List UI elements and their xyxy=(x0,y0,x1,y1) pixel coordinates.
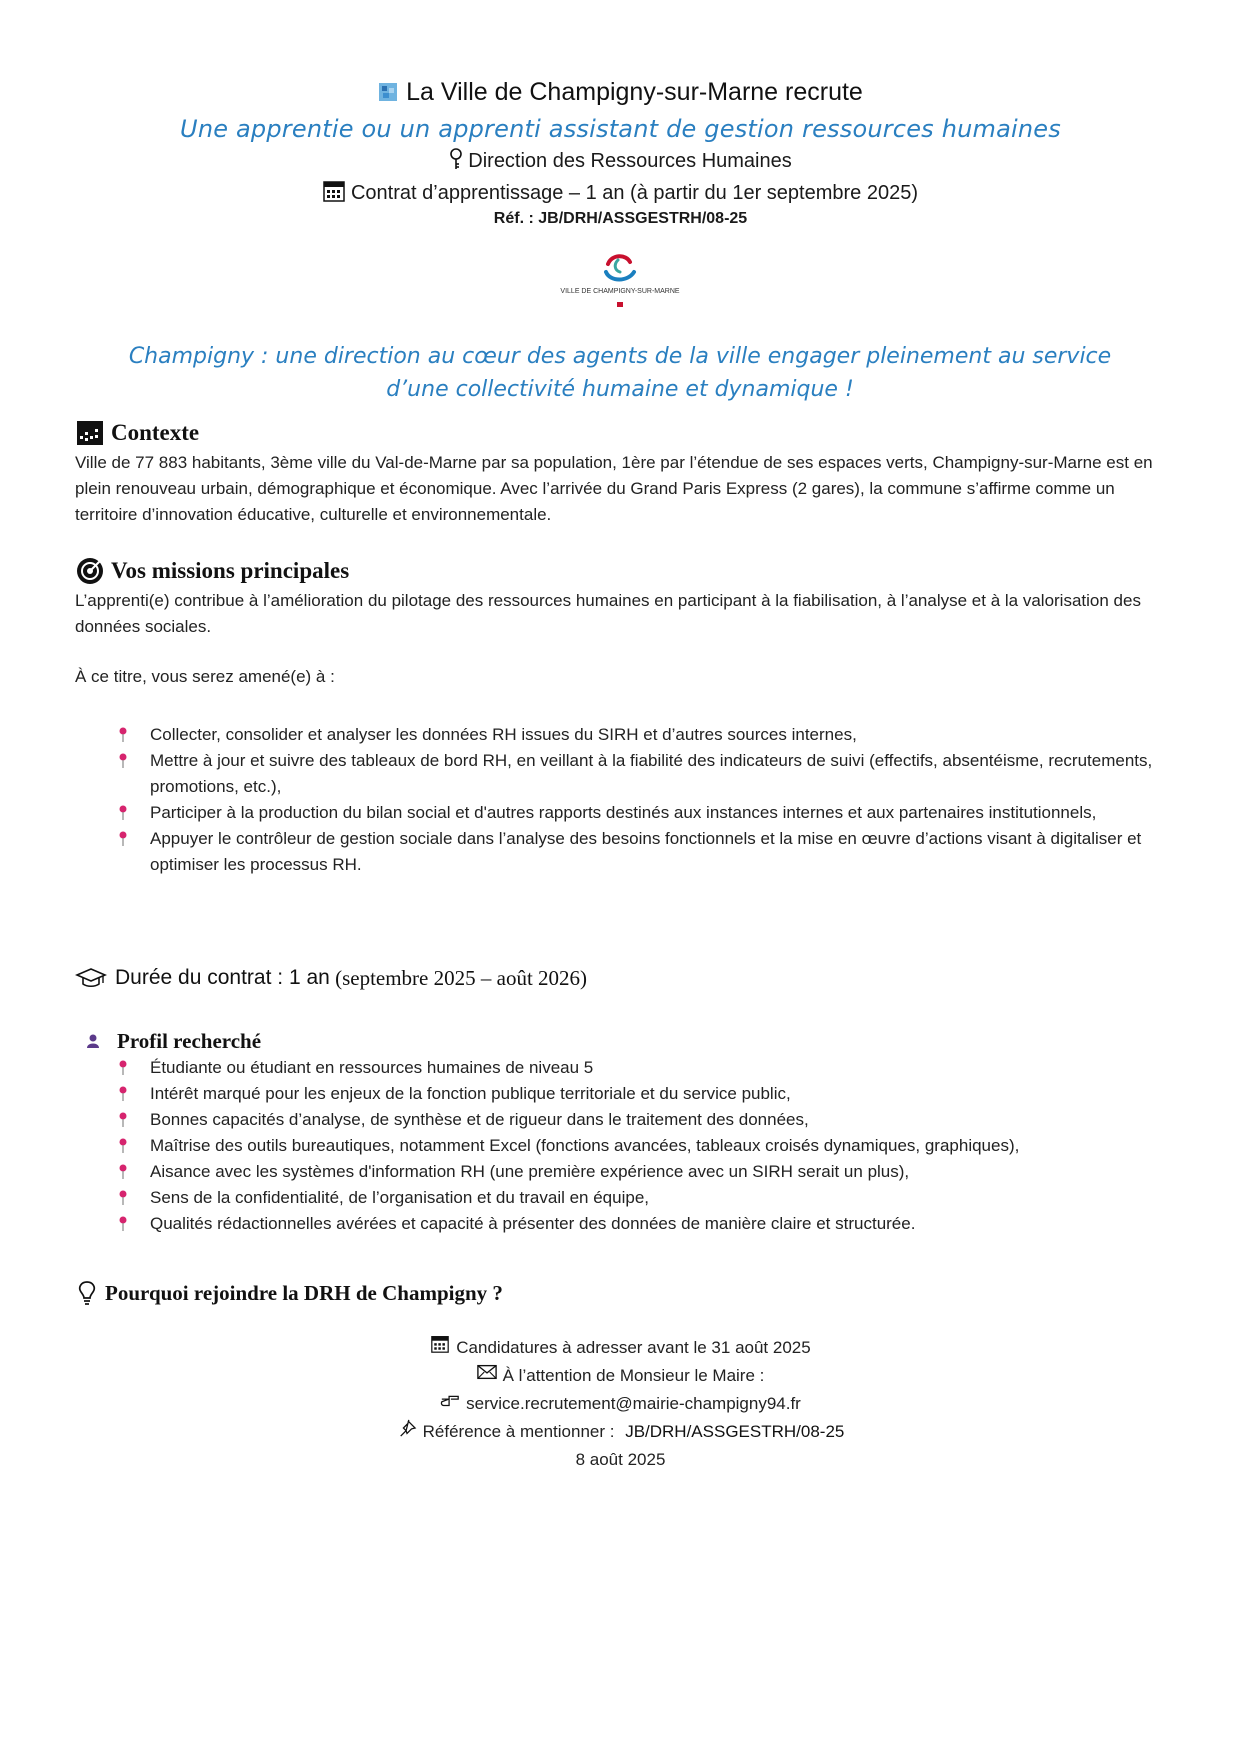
email-link[interactable]: service.recrutement@mairie-champigny94.fr xyxy=(466,1394,801,1413)
pin-icon xyxy=(118,803,130,819)
ref-mention-value: JB/DRH/ASSGESTRH/08-25 xyxy=(625,1422,845,1441)
duree-sep: : xyxy=(271,966,289,989)
duree-value: 1 an xyxy=(288,966,330,989)
missions-intro: L’apprenti(e) contribue à l’amélioration du pilotage des ressources humaines en participant à la fiabilisation, à l’analyse et à la valorisation des données sociales. xyxy=(75,591,1141,636)
pin-icon xyxy=(118,1084,130,1100)
job-title-line xyxy=(0,78,1241,109)
pin-icon xyxy=(118,1110,130,1126)
page-title: La Ville de Champigny-sur-Marne recrute xyxy=(406,78,863,106)
calendar-icon xyxy=(323,180,345,208)
profil-heading xyxy=(75,1026,261,1056)
list-item: Qualités rédactionnelles avérées et capacité à présenter des données de manière claire et structurée. xyxy=(118,1211,1178,1237)
missions-lead: À ce titre, vous serez amené(e) à : xyxy=(75,667,335,686)
list-item: Maîtrise des outils bureautiques, notamment Excel (fonctions avancées, tableaux croisés dynamiques, graphiques), xyxy=(118,1133,1178,1159)
pin-icon xyxy=(118,1058,130,1074)
city-icon xyxy=(378,80,398,109)
missions-title: Vos missions principales xyxy=(111,558,350,583)
list-item: Bonnes capacités d’analyse, de synthèse et de rigueur dans le traitement des données, xyxy=(118,1107,1178,1133)
missions-heading xyxy=(75,556,349,586)
list-item: Intérêt marqué pour les enjeux de la fonction publique territoriale et du service public, xyxy=(118,1081,1178,1107)
pushpin-icon xyxy=(397,1418,417,1446)
pourquoi-title: Pourquoi rejoindre la DRH de Champigny ? xyxy=(105,1280,503,1305)
logo-text: VILLE DE CHAMPIGNY-SUR-MARNE xyxy=(560,288,680,295)
list-item: Participer à la production du bilan social et d'autres rapports destinés aux instances internes et aux partenaires institutionnels, xyxy=(118,800,1178,826)
profil-title: Profil recherché xyxy=(117,1028,262,1053)
contract-line xyxy=(0,180,1241,208)
envelope-icon xyxy=(477,1362,497,1390)
pin-icon xyxy=(118,1136,130,1152)
list-item: Sens de la confidentialité, de l’organisation et du travail en équipe, xyxy=(118,1185,1178,1211)
pin-icon xyxy=(118,1188,130,1204)
list-item: Mettre à jour et suivre des tableaux de bord RH, en veillant à la fiabilité des indicateurs de suivi (effectifs, absentéisme, recrutements, promotions, etc.), xyxy=(118,748,1178,800)
pin-icon xyxy=(118,1214,130,1230)
ref-mention-line xyxy=(0,1418,1241,1446)
deadline-line xyxy=(0,1334,1241,1362)
key-icon xyxy=(449,148,463,176)
publication-date: 8 août 2025 xyxy=(575,1450,666,1469)
pin-icon xyxy=(118,725,130,741)
person-icon xyxy=(75,1026,111,1056)
attention-line xyxy=(0,1362,1241,1390)
direction-text: Direction des Ressources Humaines xyxy=(468,150,792,172)
contexte-heading xyxy=(75,418,199,448)
calendar-icon xyxy=(430,1334,450,1362)
list-item: Étudiante ou étudiant en ressources humaines de niveau 5 xyxy=(118,1055,1178,1081)
missions-list xyxy=(118,722,1178,878)
pin-icon xyxy=(118,829,130,845)
ref-mention-label: Référence à mentionner : xyxy=(422,1422,620,1441)
pin-icon xyxy=(118,1162,130,1178)
city-logo xyxy=(560,250,680,310)
tagline: Champigny : une direction au cœur des agents de la ville engager pleinement au service d’une collectivité humaine et dynamique ! xyxy=(128,344,1112,402)
duree-line xyxy=(75,965,587,991)
city-skyline-icon xyxy=(75,418,105,448)
list-item: Aisance avec les systèmes d'information RH (une première expérience avec un SIRH serait un plus), xyxy=(118,1159,1178,1185)
lightbulb-icon xyxy=(75,1278,99,1308)
target-icon xyxy=(75,556,105,586)
duree-period: (septembre 2025 – août 2026) xyxy=(329,965,588,990)
reference-line: Réf. : JB/DRH/ASSGESTRH/08-25 xyxy=(493,210,748,227)
contexte-text: Ville de 77 883 habitants, 3ème ville du Val-de-Marne par sa population, 1ère par l’étendue de ses espaces verts, Champigny-sur-Marne est en plein renouveau urbain, démographique et économique. Avec l’arrivée du Grand Paris Express (2 gares), la commune s’affirme comme un territoire d’innovation éducative, culturelle et environnementale. xyxy=(75,453,1153,524)
pourquoi-heading xyxy=(75,1278,503,1308)
graduation-cap-icon xyxy=(75,965,107,991)
date-line xyxy=(0,1446,1241,1474)
list-item: Collecter, consolider et analyser les données RH issues du SIRH et d’autres sources internes, xyxy=(118,722,1178,748)
list-item: Appuyer le contrôleur de gestion sociale dans l’analyse des besoins fonctionnels et la mise en œuvre d’actions visant à digitaliser et optimiser les processus RH. xyxy=(118,826,1178,878)
direction-line xyxy=(0,148,1241,176)
job-subtitle: Une apprentie ou un apprenti assistant de gestion ressources humaines xyxy=(180,115,1061,143)
closing-block xyxy=(0,1334,1241,1474)
contract-text: Contrat d’apprentissage – 1 an (à partir du 1er septembre 2025) xyxy=(350,182,918,204)
profil-list xyxy=(118,1055,1178,1237)
pointing-hand-icon xyxy=(440,1390,460,1418)
attention-text: À l’attention de Monsieur le Maire : xyxy=(502,1366,765,1385)
pin-icon xyxy=(118,751,130,767)
deadline-text: Candidatures à adresser avant le 31 août 2025 xyxy=(456,1338,811,1357)
contexte-title: Contexte xyxy=(111,420,200,445)
email-line xyxy=(0,1390,1241,1418)
duree-label: Durée du contrat xyxy=(115,966,272,989)
